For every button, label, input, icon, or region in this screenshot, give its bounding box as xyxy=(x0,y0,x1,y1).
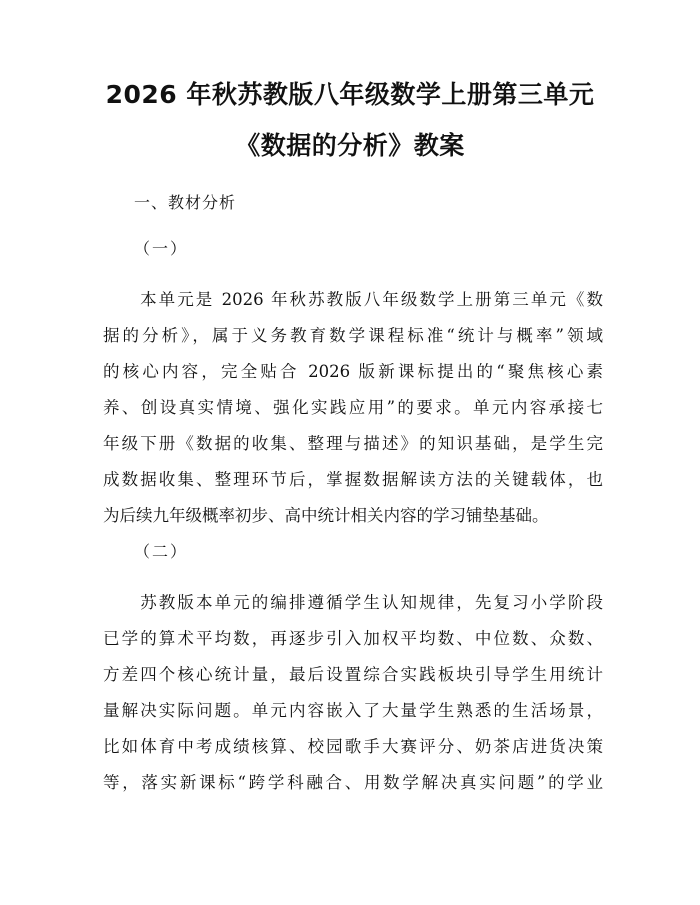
paragraph-line: 量解决实际问题。单元内容嵌入了大量学生熟悉的生活场景， xyxy=(103,701,603,720)
paragraph-line: 比如体育中考成绩核算、校园歌手大赛评分、奶茶店进货决策 xyxy=(103,737,603,756)
paragraph-line: 方差四个核心统计量，最后设置综合实践板块引导学生用统计 xyxy=(103,665,603,684)
paragraph-1 xyxy=(103,282,603,534)
section-heading: 一、教材分析 xyxy=(134,193,237,212)
paragraph-2 xyxy=(103,585,603,801)
paragraph-line: 据的分析》，属于义务教育数学课程标准“统计与概率”领域 xyxy=(103,326,603,345)
paragraph-line: 苏教版本单元的编排遵循学生认知规律，先复习小学阶段 xyxy=(103,593,603,612)
title-line-1: 2026 年秋苏教版八年级数学上册第三单元 xyxy=(105,80,595,109)
paragraph-line: 本单元是 2026 年秋苏教版八年级数学上册第三单元《数 xyxy=(103,290,603,309)
paragraph-line: 成数据收集、整理环节后，掌握数据解读方法的关键载体，也 xyxy=(103,470,603,489)
paragraph-line: 年级下册《数据的收集、整理与描述》的知识基础，是学生完 xyxy=(103,434,603,453)
paragraph-line: 为后续九年级概率初步、高中统计相关内容的学习铺垫基础。 xyxy=(103,506,549,525)
subsection-label-2: （二） xyxy=(134,542,189,561)
document-title xyxy=(0,82,700,158)
subsection-label-1: （一） xyxy=(134,239,189,258)
paragraph-line: 已学的算术平均数，再逐步引入加权平均数、中位数、众数、 xyxy=(103,629,603,648)
paragraph-line: 等，落实新课标“跨学科融合、用数学解决真实问题”的学业 xyxy=(103,773,603,792)
title-line-2: 《数据的分析》教案 xyxy=(235,131,465,160)
paragraph-line: 养、创设真实情境、强化实践应用”的要求。单元内容承接七 xyxy=(103,398,603,417)
paragraph-line: 的核心内容，完全贴合 2026 版新课标提出的“聚焦核心素 xyxy=(103,362,603,381)
